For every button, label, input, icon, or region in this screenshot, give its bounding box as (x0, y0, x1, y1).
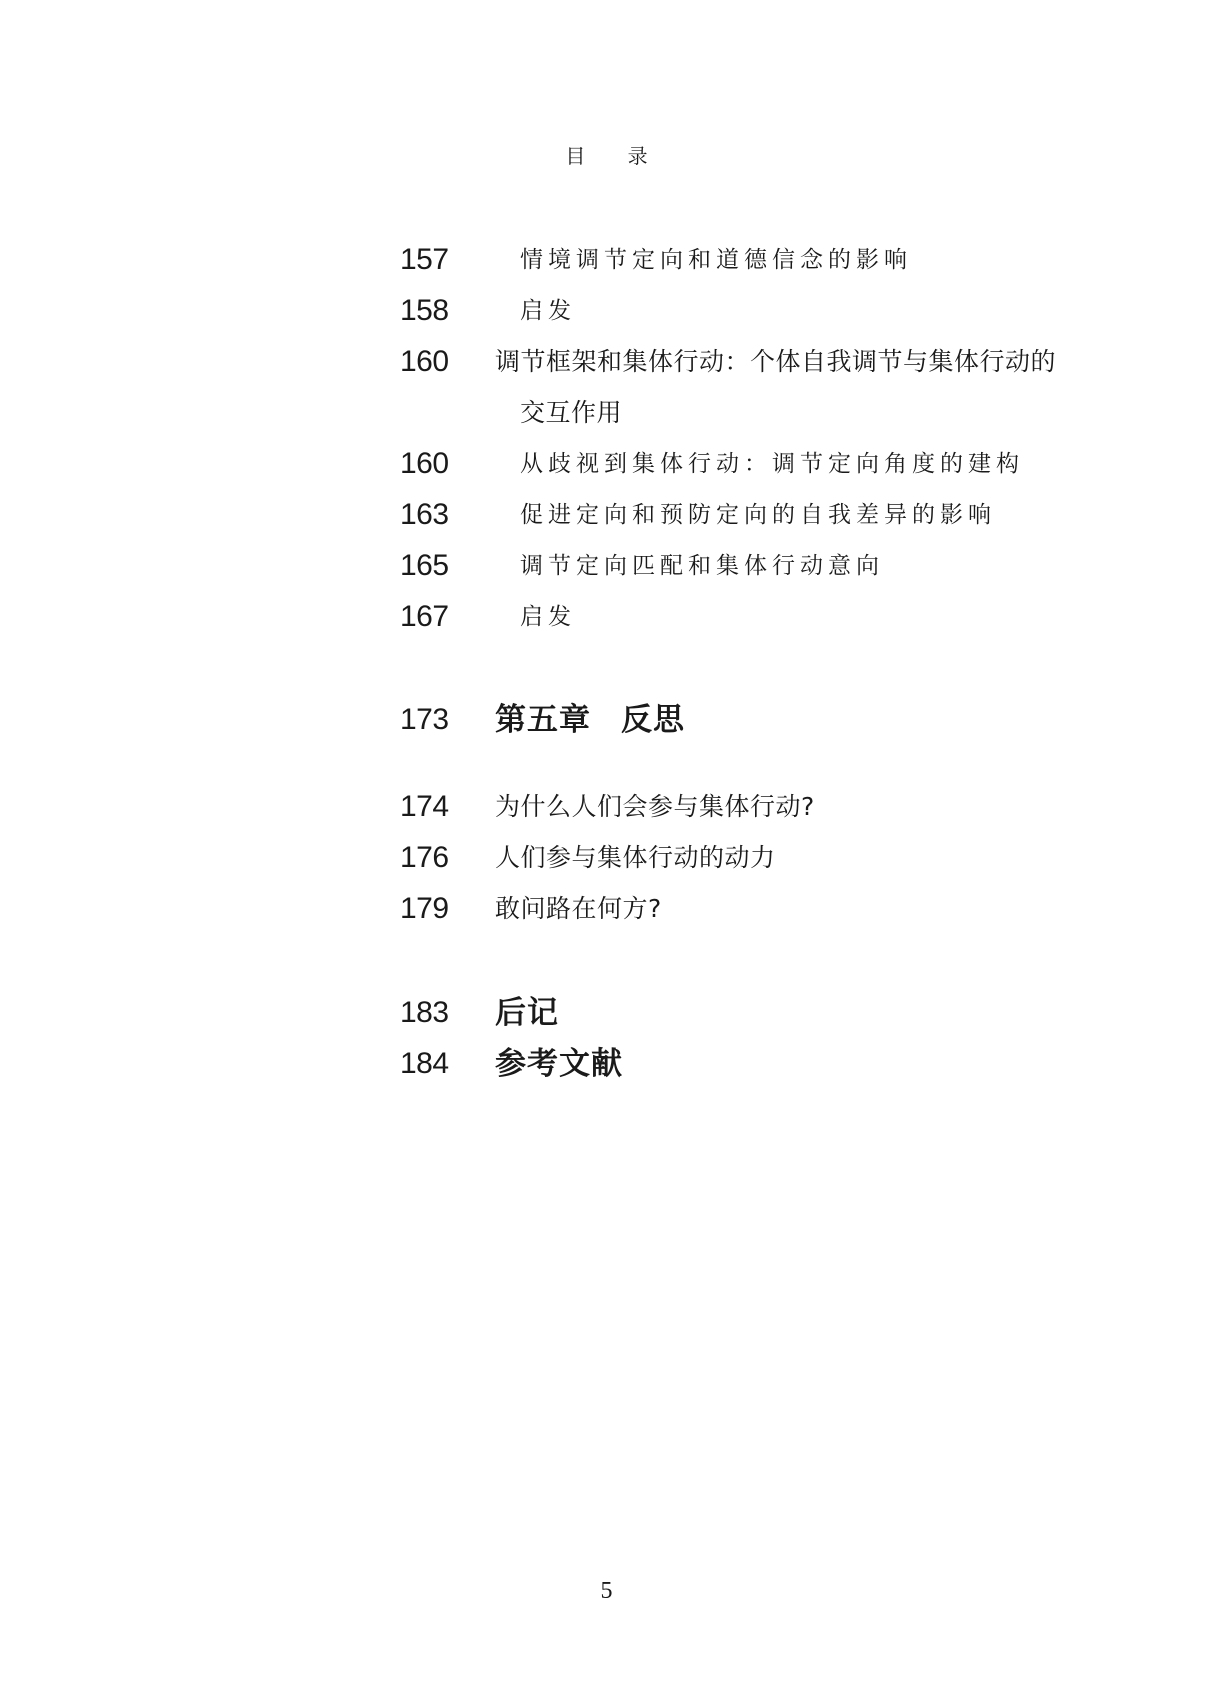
toc-entry-title: 促进定向和预防定向的自我差异的影响 (520, 502, 996, 528)
toc-page-number: 174 (400, 790, 449, 823)
toc-entry-title: 启发 (520, 298, 576, 324)
chapter-heading (495, 700, 685, 740)
toc-entry-title: 情境调节定向和道德信念的影响 (520, 247, 912, 273)
toc-entry-title: 启发 (520, 604, 576, 630)
toc-page-number: 165 (400, 549, 449, 582)
toc-page-number: 160 (400, 345, 449, 378)
chapter-heading: 参考文献 (495, 1046, 623, 1082)
toc-page-number: 158 (400, 294, 449, 327)
toc-page-number: 183 (400, 996, 449, 1029)
chapter-heading: 后记 (495, 995, 559, 1031)
toc-entry-title: 人们参与集体行动的动力 (495, 843, 776, 872)
toc-entry-title: 从歧视到集体行动：调节定向角度的建构 (520, 451, 1024, 477)
toc-page-number: 160 (400, 447, 449, 480)
toc-page-number: 179 (400, 892, 449, 925)
toc-entry-title-continued: 交互作用 (520, 398, 623, 427)
toc-page-number: 176 (400, 841, 449, 874)
chapter-label: 第五章 (495, 702, 591, 738)
toc-page-number: 167 (400, 600, 449, 633)
page-number: 5 (600, 1578, 613, 1604)
chapter-title: 反思 (621, 702, 685, 738)
toc-page-number: 163 (400, 498, 449, 531)
toc-heading: 目 录 (565, 144, 666, 168)
toc-entry-title: 调节框架和集体行动：个体自我调节与集体行动的 (495, 347, 1057, 376)
toc-page-number: 184 (400, 1047, 449, 1080)
toc-entry-title: 敢问路在何方? (495, 894, 662, 923)
toc-page-number: 157 (400, 243, 449, 276)
toc-entry-title: 调节定向匹配和集体行动意向 (520, 553, 884, 579)
toc-entry-title: 为什么人们会参与集体行动? (495, 792, 815, 821)
toc-page-number: 173 (400, 703, 449, 736)
